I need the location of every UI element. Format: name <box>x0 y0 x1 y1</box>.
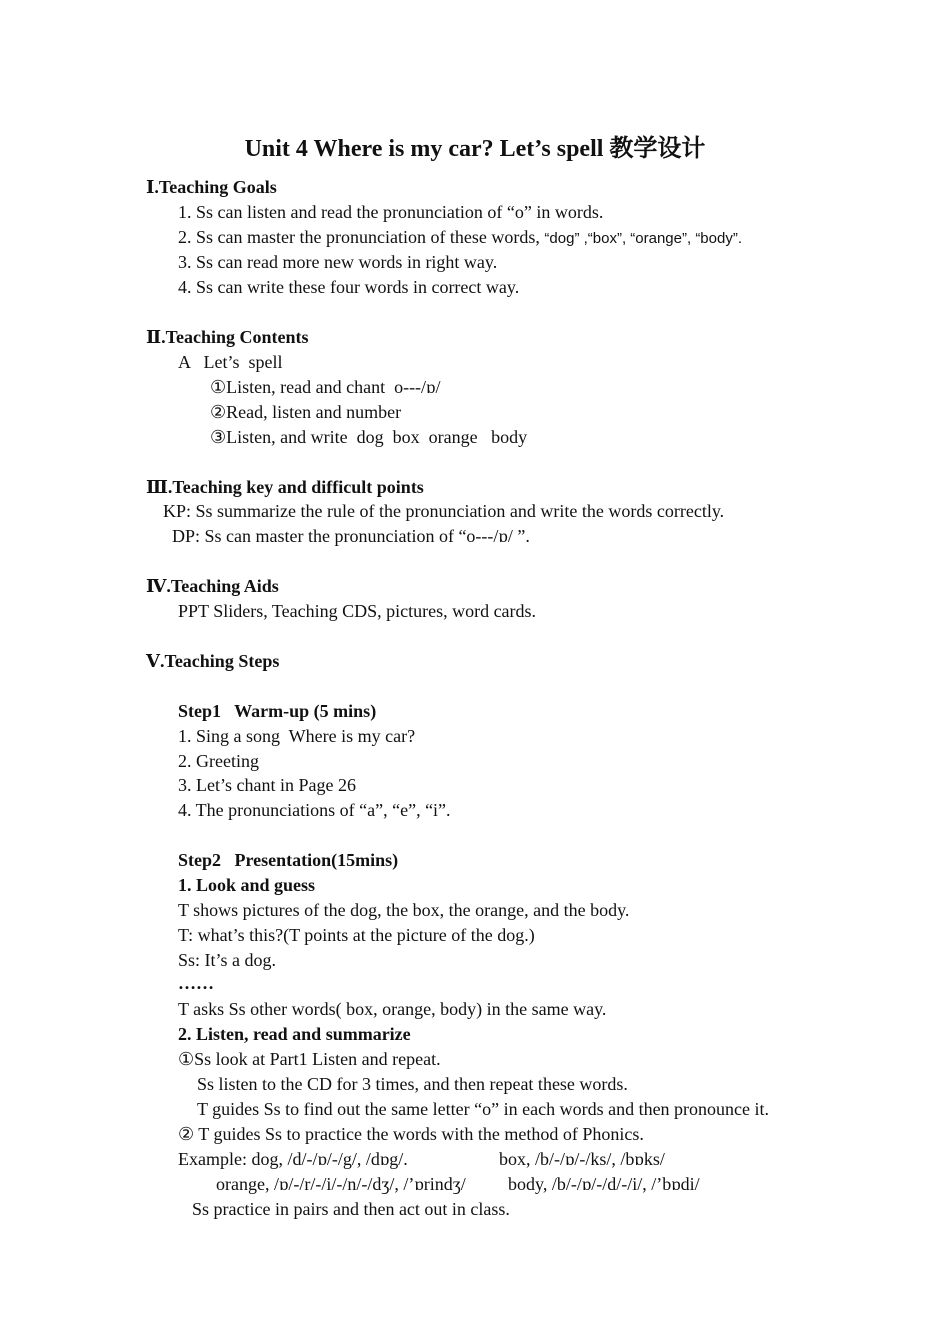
step2-line-2: T: what’s this?(T points at the picture of the dog.) <box>178 925 535 945</box>
step2-ellipsis: …… <box>178 973 214 993</box>
step2-line-3: Ss: It’s a dog. <box>178 950 277 970</box>
step2-line-8: T guides Ss to find out the same letter “o” in each words and then pronounce it. <box>197 1099 770 1119</box>
example-box: box, /b/-/ɒ/-/ks/, /bɒks/ <box>499 1149 665 1169</box>
goal-item-4: 4. Ss can write these four words in correct way. <box>178 277 520 297</box>
goal-item-2-text: 2. Ss can master the pronunciation of these words, <box>178 227 545 247</box>
step1-item-4: 4. The pronunciations of “a”, “e”, “i”. <box>178 800 451 820</box>
step1-heading: Step1 Warm-up (5 mins) <box>178 701 377 721</box>
step2-closing: Ss practice in pairs and then act out in class. <box>192 1199 510 1219</box>
section-heading-goals: Ⅰ.Teaching Goals <box>146 177 277 197</box>
contents-item-3: ③Listen, and write dog box orange body <box>210 427 528 447</box>
step2-sub-2: 2. Listen, read and summarize <box>178 1024 411 1044</box>
difficult-point: DP: Ss can master the pronunciation of “o---/ɒ/ ”. <box>172 526 530 546</box>
goal-item-2-words: “dog” ,“box”, “orange”, “body”. <box>544 230 742 247</box>
step2-line-6: ①Ss look at Part1 Listen and repeat. <box>178 1049 441 1069</box>
contents-sub: A Let’s spell <box>178 352 283 372</box>
example-body: body, /b/-/ɒ/-/d/-/i/, /’bɒdi/ <box>508 1174 700 1194</box>
section-heading-key-points: Ⅲ.Teaching key and difficult points <box>146 477 424 497</box>
step1-item-2: 2. Greeting <box>178 751 259 771</box>
step2-line-9: ② T guides Ss to practice the words with the method of Phonics. <box>178 1124 644 1144</box>
step2-line-5: T asks Ss other words( box, orange, body) in the same way. <box>178 999 607 1019</box>
aids-text: PPT Sliders, Teaching CDS, pictures, word cards. <box>178 601 537 621</box>
goal-item-2 <box>178 226 742 250</box>
goal-item-1: 1. Ss can listen and read the pronunciation of “o” in words. <box>178 202 604 222</box>
step2-sub-1: 1. Look and guess <box>178 875 316 895</box>
step2-line-1: T shows pictures of the dog, the box, the orange, and the body. <box>178 900 630 920</box>
goal-item-3: 3. Ss can read more new words in right way. <box>178 252 498 272</box>
step2-heading: Step2 Presentation(15mins) <box>178 850 399 870</box>
section-heading-contents: Ⅱ.Teaching Contents <box>146 327 309 347</box>
document-title: Unit 4 Where is my car? Let’s spell 教学设计 <box>244 136 706 162</box>
contents-item-2: ②Read, listen and number <box>210 402 402 422</box>
example-dog: Example: dog, /d/-/ɒ/-/g/, /dɒg/. <box>178 1149 408 1169</box>
example-orange: orange, /ɒ/-/r/-/i/-/n/-/dʒ/, /’ɒrindʒ/ <box>216 1174 466 1194</box>
contents-item-1: ①Listen, read and chant o---/ɒ/ <box>210 377 441 397</box>
section-heading-steps: Ⅴ.Teaching Steps <box>146 651 280 671</box>
key-point: KP: Ss summarize the rule of the pronunciation and write the words correctly. <box>163 501 725 521</box>
section-heading-aids: Ⅳ.Teaching Aids <box>146 576 279 596</box>
step2-line-7: Ss listen to the CD for 3 times, and then repeat these words. <box>197 1074 628 1094</box>
step1-item-3: 3. Let’s chant in Page 26 <box>178 775 356 795</box>
step1-item-1: 1. Sing a song Where is my car? <box>178 726 416 746</box>
